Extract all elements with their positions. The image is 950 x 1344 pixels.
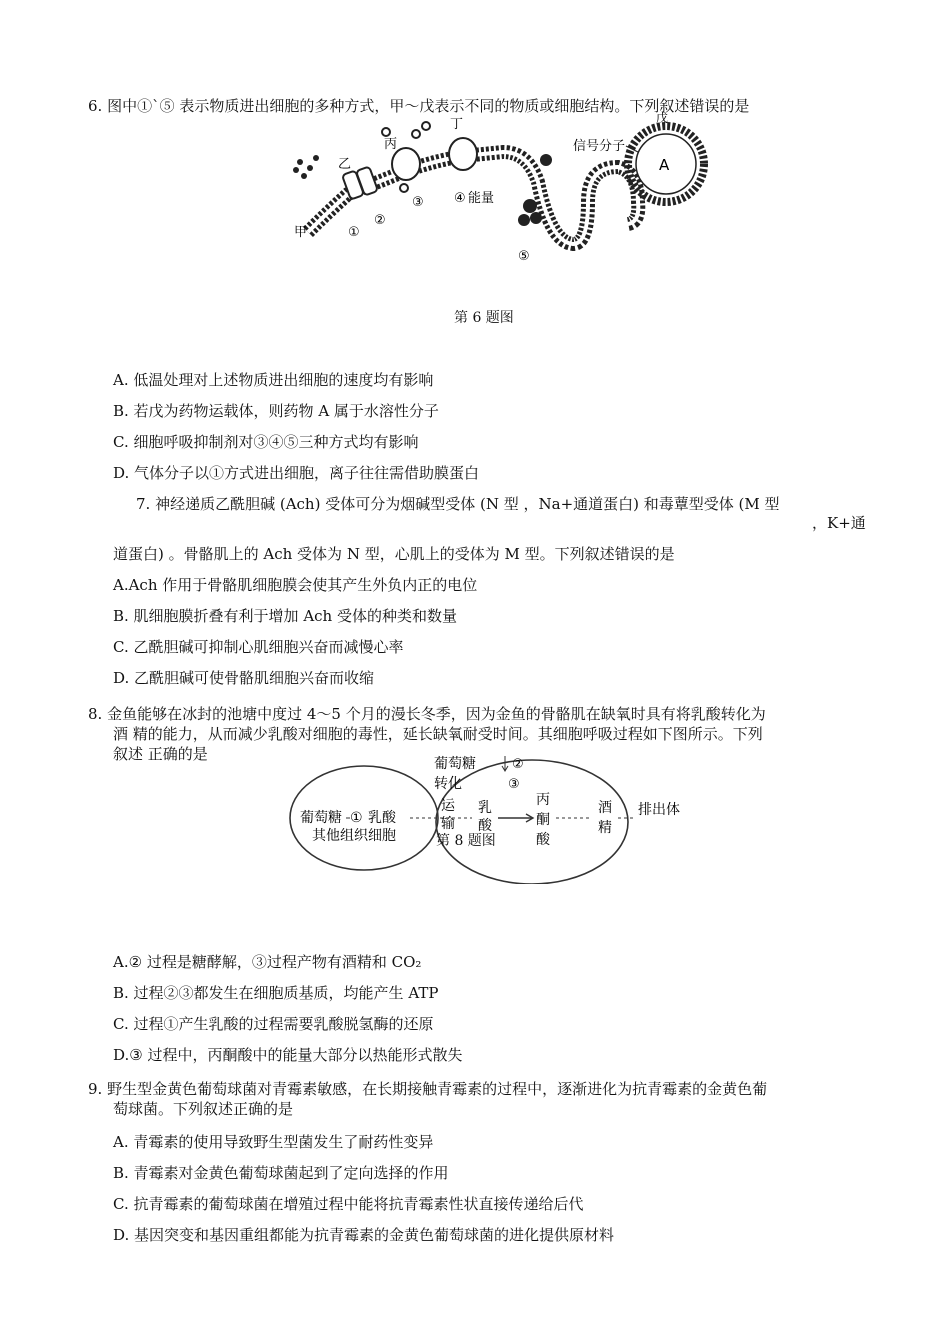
q7-stem-line2: ，K+通 <box>812 514 866 532</box>
q9-option-b: B. 青霉素对金黄色葡萄球菌起到了定向选择的作用 <box>113 1164 449 1182</box>
q6-membrane-figure <box>288 112 708 272</box>
transport-label: 运 <box>441 798 455 814</box>
q8-stem-line3: 叙述 正确的是 <box>113 745 208 763</box>
top-glucose: 葡萄糖 <box>434 756 476 772</box>
label-1: ① <box>348 225 360 240</box>
step-2: ② <box>512 757 524 772</box>
left-cell-label: 其他组织细胞 <box>312 828 396 844</box>
q6-option-a: A. 低温处理对上述物质进出细胞的速度均有影响 <box>113 371 434 389</box>
q8-respiration-figure <box>286 752 706 884</box>
q7-stem-line3: 道蛋白) 。骨骼肌上的 Ach 受体为 N 型，心肌上的受体为 M 型。下列叙述错误的是 <box>113 545 675 563</box>
q9-stem-line2: 萄球菌。下列叙述正确的是 <box>113 1100 294 1118</box>
q8-stem-line2: 酒 精的能力，从而减少乳酸对细胞的毒性，延长缺氧耐受时间。其细胞呼吸过程如下图所示。下列 <box>113 725 763 743</box>
q7-option-c: C. 乙酰胆碱可抑制心肌细胞兴奋而减慢心率 <box>113 638 404 656</box>
right-lactate-2: 酸 <box>478 818 492 834</box>
q6-option-b: B. 若戊为药物运载体，则药物 A 属于水溶性分子 <box>113 402 439 420</box>
q9-stem-line1: 9. 野生型金黄色葡萄球菌对青霉素敏感，在长期接触青霉素的过程中，逐渐进化为抗青霉素的金黄色葡 <box>88 1080 768 1098</box>
label-wu: 戊 <box>656 112 669 125</box>
label-signal: 信号分子 <box>573 139 626 154</box>
alcohol-2: 精 <box>598 820 612 836</box>
q6-option-c: C. 细胞呼吸抑制剂对③④⑤三种方式均有影响 <box>113 433 419 451</box>
excrete-label: 排出体 <box>638 802 680 818</box>
label-ding: 丁 <box>450 117 464 132</box>
carrier-protein-ding <box>449 138 477 170</box>
q7-stem-line1: 7. 神经递质乙酰胆碱 (Ach) 受体可分为烟碱型受体 (N 型 ，Na+通道蛋白) 和毒蕈型受体 (M 型 <box>136 495 780 513</box>
convert-label: 转化 <box>434 776 462 792</box>
right-lactate-1: 乳 <box>478 800 492 816</box>
q6-stem: 6. 图中①`⑤ 表示物质进出细胞的多种方式，甲～戊表示不同的物质或细胞结构。下列叙述错误的是 <box>88 97 750 115</box>
label-A: A <box>659 156 670 174</box>
label-3: ③ <box>412 195 424 210</box>
label-5: ⑤ <box>518 249 530 264</box>
q6-option-d: D. 气体分子以①方式进出细胞，离子往往需借助膜蛋白 <box>113 464 480 482</box>
q8-option-a: A.② 过程是糖酵解，③过程产物有酒精和 CO₂ <box>113 953 422 971</box>
left-glucose: 葡萄糖 <box>300 810 342 826</box>
q7-option-b: B. 肌细胞膜折叠有利于增加 Ach 受体的种类和数量 <box>113 607 457 625</box>
step-1: ① <box>350 810 363 826</box>
pyruvate-2: 酮 <box>536 812 550 828</box>
q8-caption: 第 8 题图 <box>436 833 496 849</box>
q8-option-b: B. 过程②③都发生在细胞质基质，均能产生 ATP <box>113 984 439 1002</box>
label-yi: 乙 <box>338 157 352 172</box>
q8-option-c: C. 过程①产生乳酸的过程需要乳酸脱氢酶的还原 <box>113 1015 434 1033</box>
step-3: ③ <box>508 777 520 792</box>
label-energy: 能量 <box>468 191 495 206</box>
label-bing: 丙 <box>384 137 398 152</box>
label-jia: 甲 <box>294 225 308 240</box>
q9-option-a: A. 青霉素的使用导致野生型菌发生了耐药性变异 <box>113 1133 434 1151</box>
carrier-protein-bing <box>392 148 420 180</box>
pyruvate-1: 丙 <box>536 792 550 808</box>
q8-option-d: D.③ 过程中，丙酮酸中的能量大部分以热能形式散失 <box>113 1046 463 1064</box>
q7-option-a: A.Ach 作用于骨骼肌细胞膜会使其产生外负内正的电位 <box>113 576 478 594</box>
label-4: ④ <box>454 191 466 206</box>
q8-stem-line1: 8. 金鱼能够在冰封的池塘中度过 4～5 个月的漫长冬季，因为金鱼的骨骼肌在缺氧时具有将乳酸转化为 <box>88 705 766 723</box>
q6-caption: 第 6 题图 <box>454 310 514 326</box>
q7-option-d: D. 乙酰胆碱可使骨骼肌细胞兴奋而收缩 <box>113 669 375 687</box>
transport-label2: 输 <box>441 816 455 832</box>
label-2: ② <box>374 213 386 228</box>
alcohol-1: 酒 <box>598 800 612 816</box>
q9-option-c: C. 抗青霉素的葡萄球菌在增殖过程中能将抗青霉素性状直接传递给后代 <box>113 1195 584 1213</box>
q9-option-d: D. 基因突变和基因重组都能为抗青霉素的金黄色葡萄球菌的进化提供原材料 <box>113 1226 615 1244</box>
pyruvate-3: 酸 <box>536 832 550 848</box>
left-lactate: 乳酸 <box>368 810 396 826</box>
